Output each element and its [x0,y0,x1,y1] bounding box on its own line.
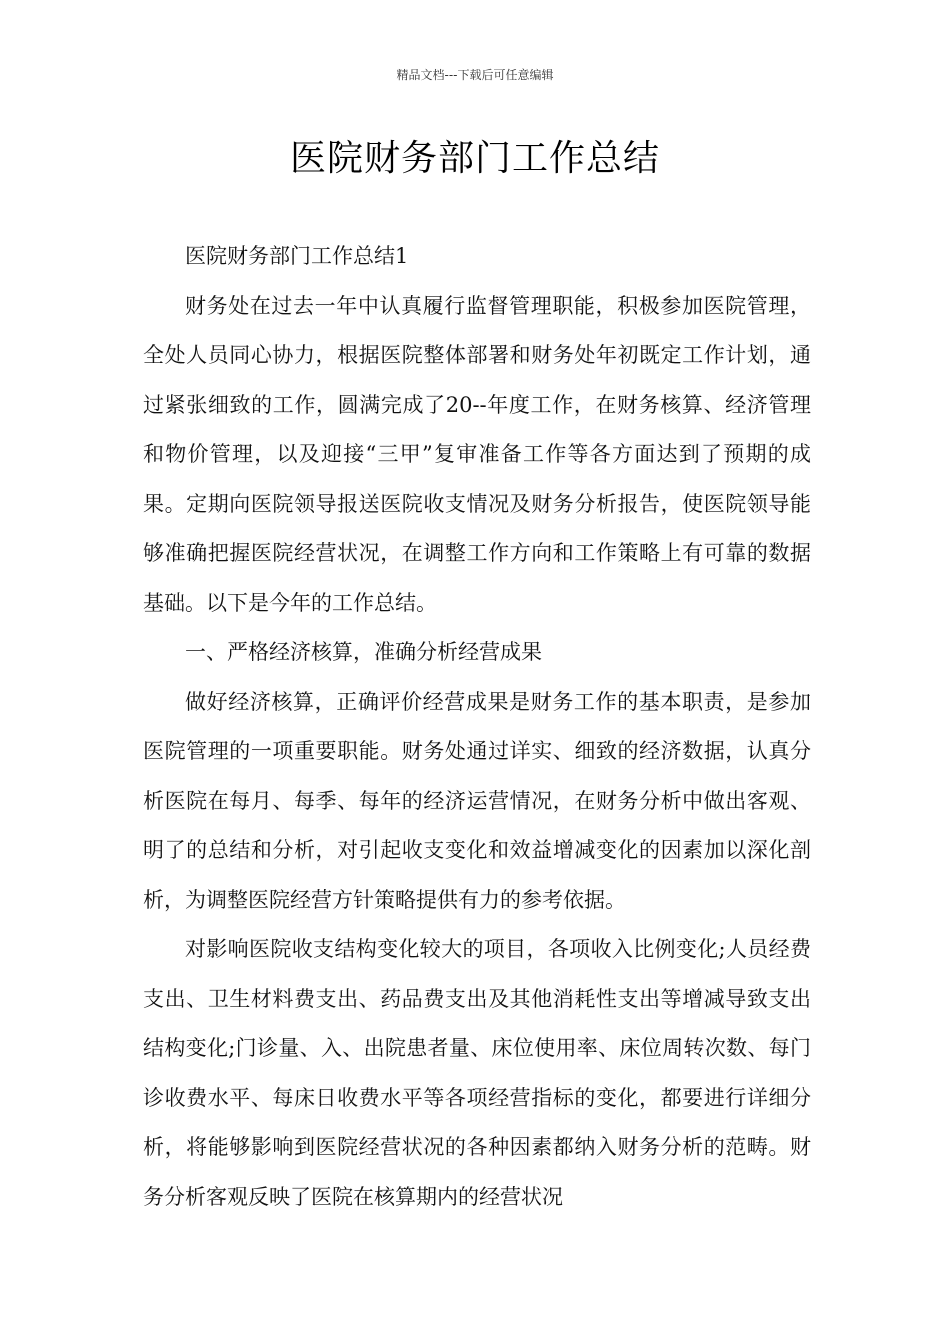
section-heading-economic-accounting: 一、严格经济核算，准确分析经营成果 [185,640,542,664]
page-header-watermark: 精品文档---下载后可任意编辑 [396,68,554,82]
paragraph-economic-accounting: 做好经济核算，正确评价经营成果是财务工作的基本职责，是参加医院管理的一项重要职能。财务处通过详实、细致的经济数据，认真分析医院在每月、每季、每年的经济运营情况，在财务分析中做出客观、明了的总结和分析，对引起收支变化和效益增减变化的因素加以深化剖析，为调整医院经营方针策略提供有力的参考依据。 [143,689,811,912]
paragraph-income-expense-analysis: 对影响医院收支结构变化较大的项目，各项收入比例变化;人员经费支出、卫生材料费支出、药品费支出及其他消耗性支出等增减导致支出结构变化;门诊量、入、出院患者量、床位使用率、床位周转次数、每门诊收费水平、每床日收费水平等各项经营指标的变化，都要进行详细分析，将能够影响到医院经营状况的各种因素都纳入财务分析的范畴。财务分析客观反映了医院在核算期内的经营状况 [143,937,811,1209]
document-title: 医院财务部门工作总结 [289,138,660,179]
section-heading-1: 医院财务部门工作总结1 [185,244,409,268]
document-body [143,232,811,1222]
paragraph-intro: 财务处在过去一年中认真履行监督管理职能，积极参加医院管理，全处人员同心协力，根据医院整体部署和财务处年初既定工作计划，通过紧张细致的工作，圆满完成了20--年度工作，在财务核算、经济管理和物价管理，以及迎接“三甲”复审准备工作等各方面达到了预期的成果。定期向医院领导报送医院收支情况及财务分析报告，使医院领导能够准确把握医院经营状况，在调整工作方向和工作策略上有可靠的数据基础。以下是今年的工作总结。 [143,293,811,615]
